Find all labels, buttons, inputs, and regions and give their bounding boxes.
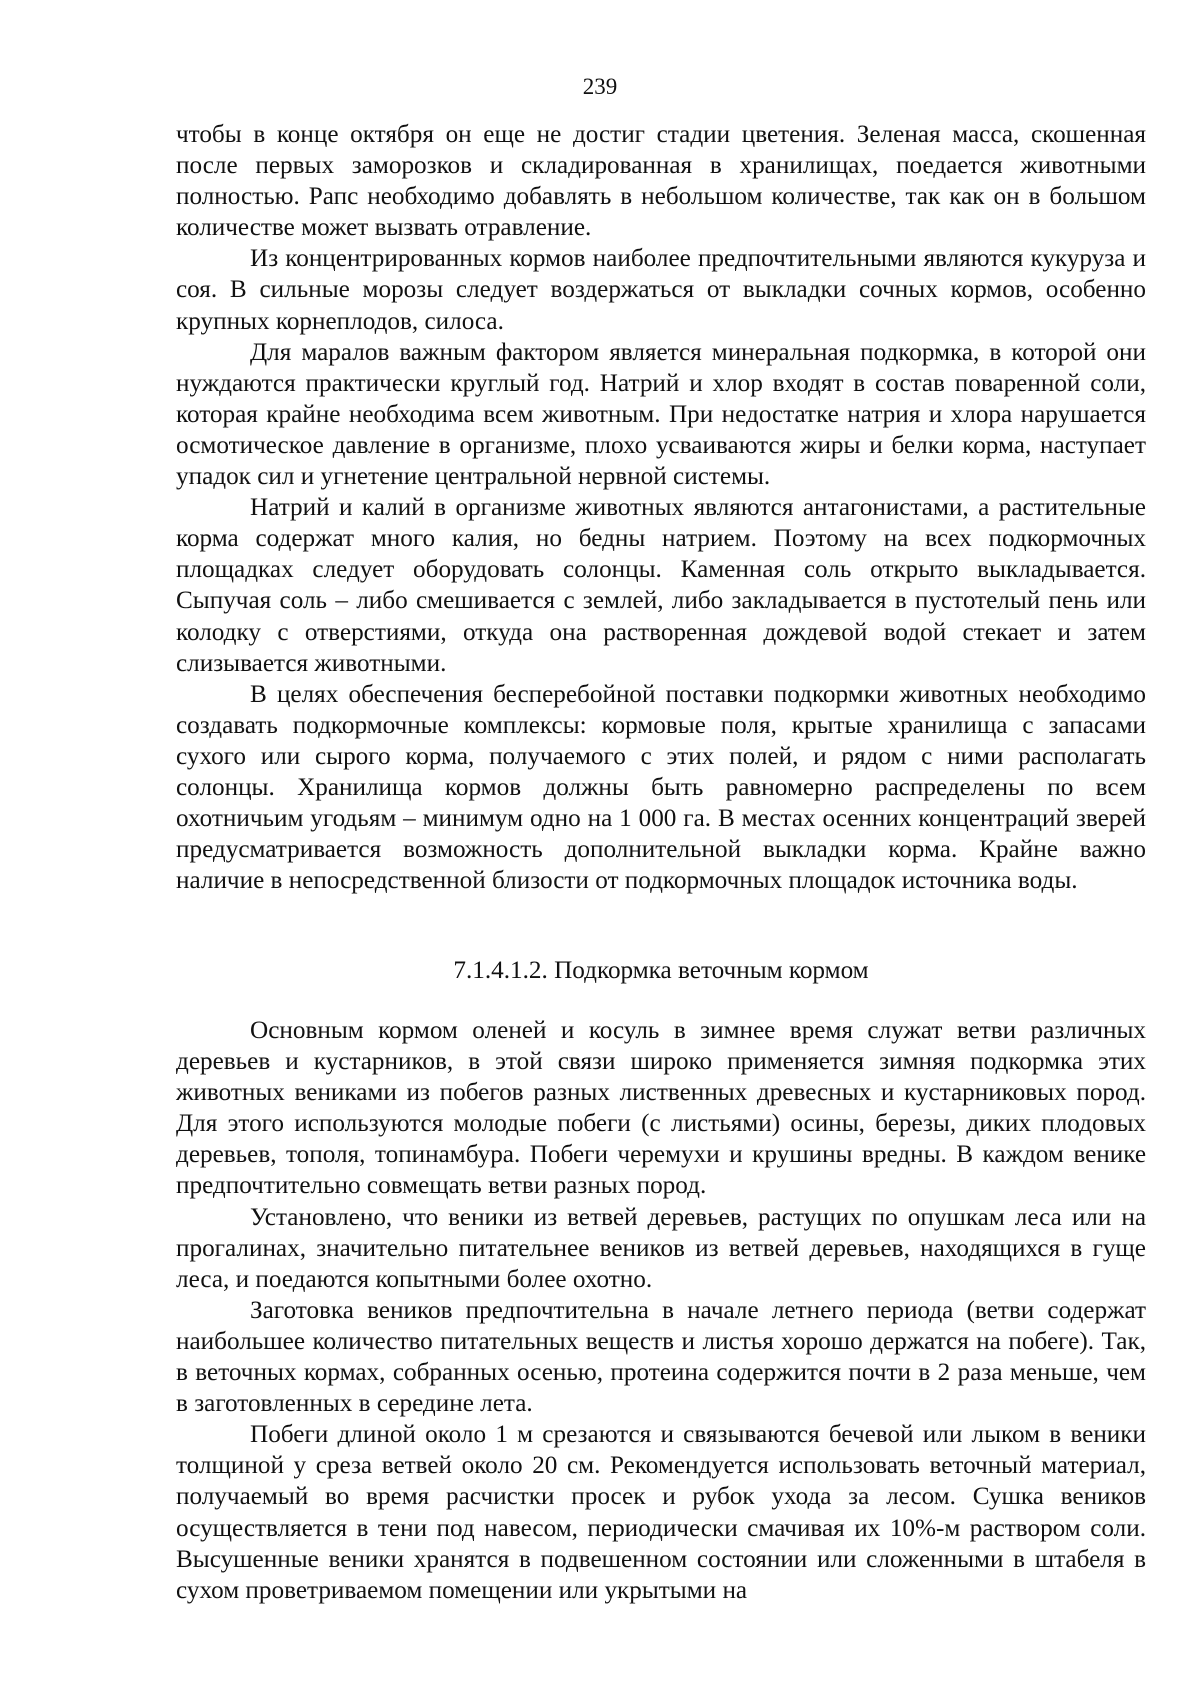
paragraph-rapeseed-continuation: чтобы в конце октября он еще не достиг стадии цветения. Зеленая масса, скошенная после первых заморозков и складированная в хранилищах, поедается животными полностью. Рапс необходимо добавлять в небольшом количестве, так как он в большом количестве может вызвать отравление. bbox=[176, 121, 1146, 242]
paragraph-sodium-potassium: Натрий и калий в организме животных являются антагонистами, а растительные корма содержат много калия, но бедны натрием. Поэтому на всех подкормочных площадках следует оборудовать солонцы. Каменная соль открыто выкладывается. Сыпучая соль – либо смешивается с землей, либо закладывается в пустотелый пень или колодку с отверстиями, откуда она растворенная дождевой водой стекает и затем слизывается животными. bbox=[176, 494, 1146, 677]
paragraph-concentrated-feeds: Из концентрированных кормов наиболее предпочтительными являются кукуруза и соя. В сильные морозы следует воздержаться от выкладки сочных кормов, особенно крупных корнеплодов, силоса. bbox=[176, 245, 1146, 335]
paragraph-feeding-complexes: В целях обеспечения бесперебойной поставки подкормки животных необходимо создавать подкормочные комплексы: кормовые поля, крытые хранилища с запасами сухого или сырого корма, получаемого с этих полей, и рядом с ними располагать солонцы. Хранилища кормов должны быть равномерно распределены по всем охотничьим угодьям – минимум одно на 1 000 га. В местах осенних концентраций зверей предусматривается возможность дополнительной выкладки корма. Крайне важно наличие в непосредственной близости от подкормочных площадок источника воды. bbox=[176, 680, 1146, 895]
paragraph-forest-edge-brooms: Установлено, что веники из ветвей деревьев, растущих по опушкам леса или на прогалинах, значительно питательнее веников из ветвей деревьев, находящихся в гуще леса, и поедаются копытными более охотно. bbox=[176, 1203, 1146, 1293]
paragraph-mineral-feeding: Для маралов важным фактором является минеральная подкормка, в которой они нуждаются практически круглый год. Натрий и хлор входят в состав поваренной соли, которая крайне необходима всем животным. При недостатке натрия и хлора нарушается осмотическое давление в организме, плохо усваиваются жиры и белки корма, наступает упадок сил и угнетение центральной нервной системы. bbox=[176, 338, 1146, 491]
section-heading: 7.1.4.1.2. Подкормка веточным кормом bbox=[453, 957, 869, 984]
paragraph-branch-feed-main: Основным кормом оленей и косуль в зимнее время служат ветви различных деревьев и кустарников, в этой связи широко применяется зимняя подкормка этих животных вениками из побегов разных лиственных древесных и кустарниковых пород. Для этого используются молодые побеги (с листьями) осины, березы, диких плодовых деревьев, тополя, топинамбура. Побеги черемухи и крушины вредны. В каждом венике предпочтительно совмещать ветви разных пород. bbox=[176, 1017, 1146, 1200]
page-number: 239 bbox=[582, 74, 618, 99]
paragraph-broom-preparation: Побеги длиной около 1 м срезаются и связываются бечевой или лыком в веники толщиной у среза ветвей около 20 см. Рекомендуется использовать веточный материал, получаемый во время расчистки просек и рубок ухода за лесом. Сушка веников осуществляется в тени под навесом, периодически смачивая их 10%-м раствором соли. Высушенные веники хранятся в подвешенном состоянии или сложенными в штабеля в сухом проветриваемом помещении или укрытыми на bbox=[176, 1421, 1146, 1604]
body-text-before-heading bbox=[176, 119, 1146, 896]
body-text-after-heading bbox=[176, 1015, 1146, 1606]
paragraph-harvest-timing: Заготовка веников предпочтительна в начале летнего периода (ветви содержат наибольшее количество питательных веществ и листья хорошо держатся на побеге). Так, в веточных кормах, собранных осенью, протеина содержится почти в 2 раза меньше, чем в заготовленных в середине лета. bbox=[176, 1296, 1146, 1418]
